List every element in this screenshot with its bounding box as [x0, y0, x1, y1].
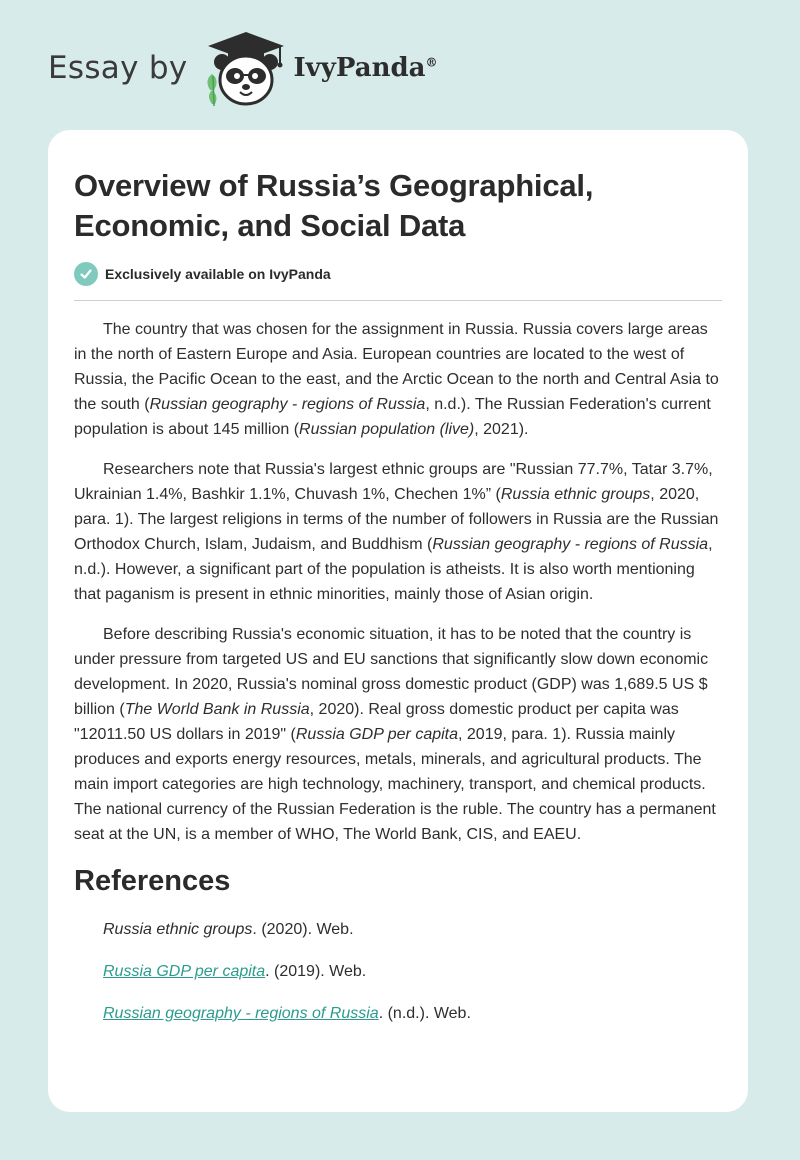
citation-title: Russian population (live) [299, 421, 475, 438]
reference-link[interactable]: Russia GDP per capita [103, 963, 266, 980]
text-run: The country that was chosen for the assignment in Russia. Russia covers large areas in the north of Eastern Europe and Asia. European countries are located to the west of Russia, the Pacific Ocean to the east, and the Arctic Ocean to the north and Central Asia to the south ( [74, 321, 719, 413]
text-run: , 2021). [474, 421, 529, 438]
essay-card [48, 130, 748, 1112]
references-list [74, 919, 722, 1025]
paragraph [74, 622, 722, 847]
reference-details: . (2020). Web. [252, 921, 354, 938]
reference-title [103, 963, 265, 980]
reference-item [103, 919, 722, 941]
citation-title: The World Bank in Russia [124, 701, 310, 718]
registered-mark: ® [425, 55, 438, 70]
text-run: Before describing Russia's economic situation, it has to be noted that the country is under pressure from targeted US and EU sanctions that significantly slow down economic development. In 2020, Russia's nominal gross domestic product (GDP) was 1,689.5 US $ billion ( [74, 626, 709, 718]
paragraph [74, 457, 722, 607]
text-run: , 2020). Real gross domestic product per capita was "12011.50 US dollars in 2019" ( [74, 701, 679, 743]
reference-item [103, 961, 722, 983]
page-title: Overview of Russia’s Geographical, Economic, and Social Data [74, 168, 594, 243]
reference-details: . (n.d.). Web. [378, 1005, 471, 1022]
exclusive-badge [74, 262, 722, 286]
references-heading: References [74, 865, 231, 897]
reference-item [103, 1003, 722, 1025]
text-run: , n.d.). However, a significant part of the population is atheists. It is also worth mentioning that paganism is present in ethnic minorities, mainly those of Asian origin. [74, 536, 713, 603]
text-run: , n.d.). The Russian Federation's current population is about 145 million ( [74, 396, 711, 438]
brand-name: IvyPanda® [293, 53, 438, 83]
citation-title: Russia GDP per capita [295, 726, 459, 743]
citation-title: Russia ethnic groups [500, 486, 651, 503]
reference-details: . (2019). Web. [265, 963, 367, 980]
check-circle-icon [74, 262, 98, 286]
citation-title: Russian geography - regions of Russia [149, 396, 426, 413]
site-header [48, 28, 548, 108]
essay-by-label: Essay by [48, 49, 188, 86]
text-run: , 2020, para. 1). The largest religions in terms of the number of followers in Russia are the Russian Orthodox Church, Islam, Judaism, and Buddhism ( [74, 486, 719, 553]
divider [74, 300, 722, 301]
paragraph [74, 317, 722, 442]
reference-link[interactable]: Russian geography - regions of Russia [103, 1005, 379, 1022]
reference-title: Russia ethnic groups [103, 921, 253, 938]
text-run: Researchers note that Russia's largest ethnic groups are "Russian 77.7%, Tatar 3.7%, Ukrainian 1.4%, Bashkir 1.1%, Chuvash 1%, Chechen 1%” ( [74, 461, 713, 503]
ivypanda-logo-icon[interactable] [202, 28, 290, 108]
essay-body [74, 317, 722, 847]
reference-title [103, 1005, 379, 1022]
exclusive-label: Exclusively available on IvyPanda [105, 266, 331, 282]
citation-title: Russian geography - regions of Russia [432, 536, 709, 553]
text-run: , 2019, para. 1). Russia mainly produces and exports energy resources, metals, minerals, and agricultural products. The main import categories are high technology, machinery, transport, and chemical products. The national currency of the Russian Federation is the ruble. The country has a permanent seat at the UN, is a member of WHO, The World Bank, CIS, and EAEU. [74, 726, 716, 843]
